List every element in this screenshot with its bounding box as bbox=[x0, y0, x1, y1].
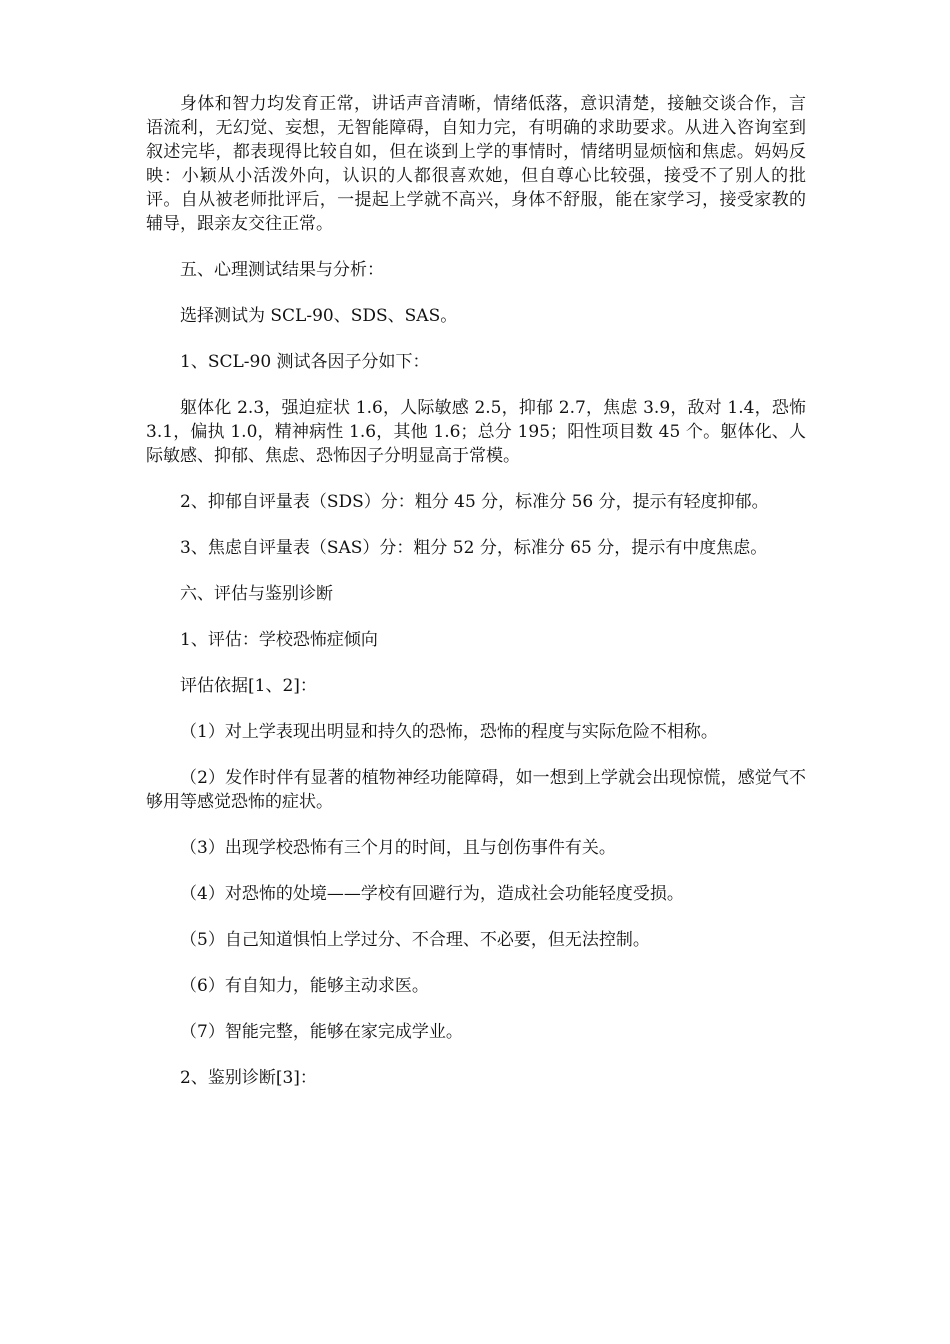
list-item-basis-1: （1）对上学表现出明显和持久的恐怖，恐怖的程度与实际危险不相称。 bbox=[180, 722, 718, 742]
list-item-basis-5: （5）自己知道惧怕上学过分、不合理、不必要，但无法控制。 bbox=[180, 930, 650, 950]
document-page bbox=[146, 92, 806, 1090]
paragraph-assessment-basis: 评估依据[1、2]： bbox=[180, 676, 317, 696]
paragraph-sds-result: 2、抑郁自评量表（SDS）分：粗分 45 分，标准分 56 分，提示有轻度抑郁。 bbox=[180, 492, 769, 512]
paragraph-assessment: 1、评估：学校恐怖症倾向 bbox=[180, 630, 378, 650]
list-item-basis-2: （2）发作时伴有显著的植物神经功能障碍，如一想到上学就会出现惊慌，感觉气不够用等感觉恐怖的症状。 bbox=[146, 768, 806, 812]
list-item-basis-4: （4）对恐怖的处境——学校有回避行为，造成社会功能轻度受损。 bbox=[180, 884, 684, 904]
list-item-basis-3: （3）出现学校恐怖有三个月的时间，且与创伤事件有关。 bbox=[180, 838, 616, 858]
paragraph-scl90-scores: 躯体化 2.3，强迫症状 1.6，人际敏感 2.5，抑郁 2.7，焦虑 3.9，敌对 1.4，恐怖 3.1，偏执 1.0，精神病性 1.6，其他 1.6；总分 195；阳性项目数 45 个。躯体化、人际敏感、抑郁、焦虑、恐怖因子分明显高于常模。 bbox=[146, 398, 806, 466]
list-item-basis-6: （6）有自知力，能够主动求医。 bbox=[180, 976, 429, 996]
heading-section-5: 五、心理测试结果与分析： bbox=[180, 260, 384, 280]
paragraph-test-selection: 选择测试为 SCL-90、SDS、SAS。 bbox=[180, 306, 458, 326]
paragraph-differential-diagnosis: 2、鉴别诊断[3]： bbox=[180, 1068, 317, 1088]
heading-section-6: 六、评估与鉴别诊断 bbox=[180, 584, 333, 604]
list-item-basis-7: （7）智能完整，能够在家完成学业。 bbox=[180, 1022, 463, 1042]
paragraph-scl90-title: 1、SCL-90 测试各因子分如下： bbox=[180, 352, 430, 372]
paragraph-sas-result: 3、焦虑自评量表（SAS）分：粗分 52 分，标准分 65 分，提示有中度焦虑。 bbox=[180, 538, 768, 558]
paragraph-observation: 身体和智力均发育正常，讲话声音清晰，情绪低落，意识清楚，接触交谈合作，言语流利，无幻觉、妄想，无智能障碍，自知力完，有明确的求助要求。从进入咨询室到叙述完毕，都表现得比较自如，但在谈到上学的事情时，情绪明显烦恼和焦虑。妈妈反映：小颖从小活泼外向，认识的人都很喜欢她，但自尊心比较强，接受不了别人的批评。自从被老师批评后，一提起上学就不高兴，身体不舒服，能在家学习，接受家教的辅导，跟亲友交往正常。 bbox=[146, 94, 806, 234]
